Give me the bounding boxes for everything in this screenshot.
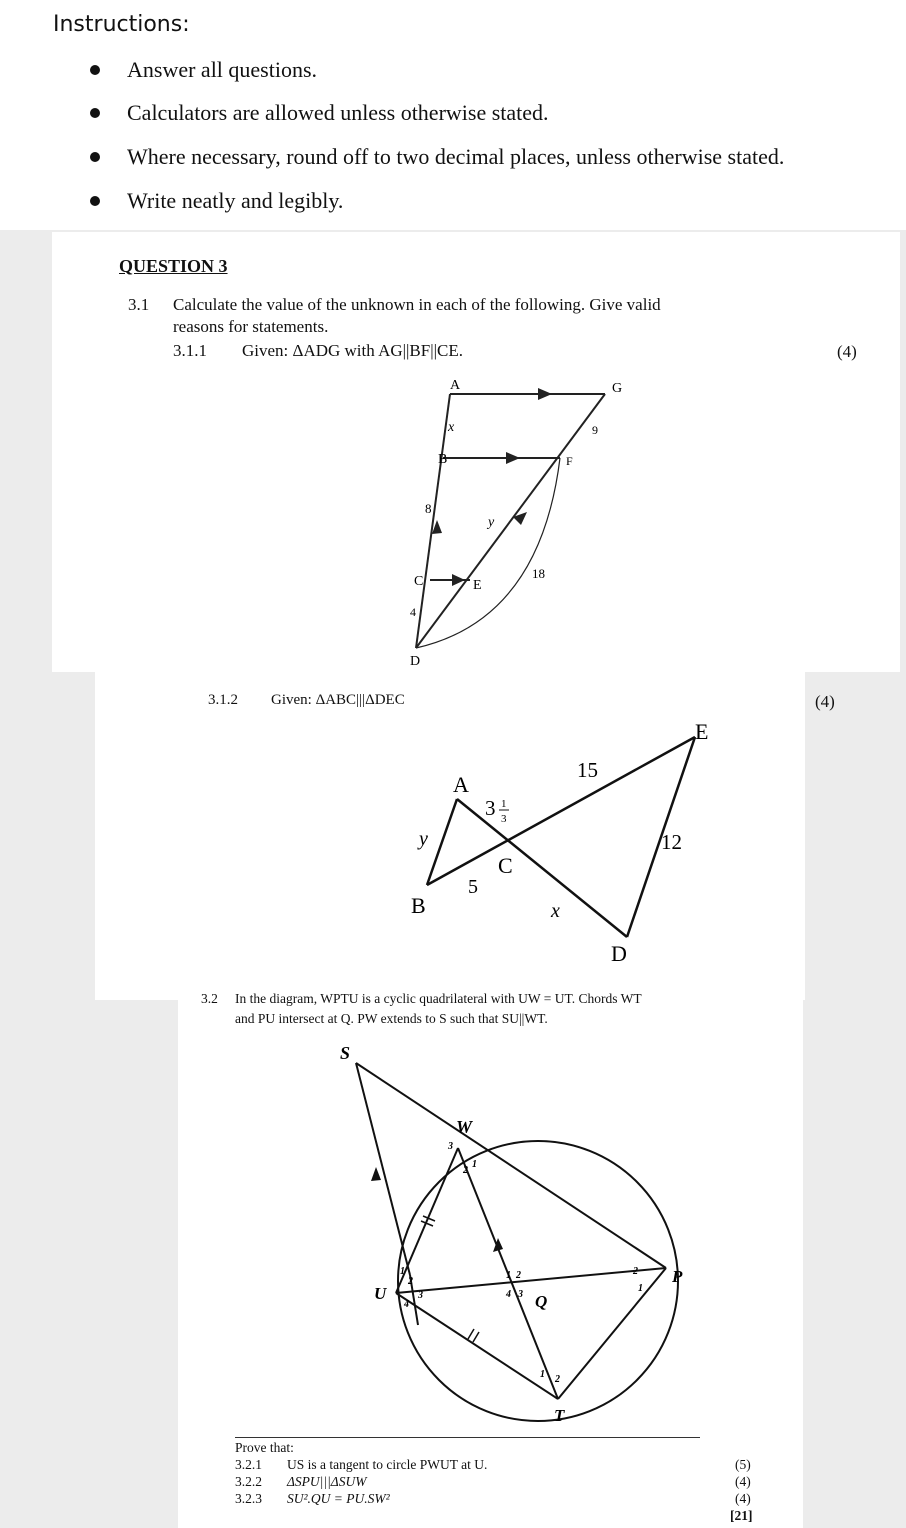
angle-q1: 1 (506, 1270, 511, 1281)
label-15: 15 (577, 758, 598, 782)
prove-item-number: 3.2.1 (235, 1457, 262, 1472)
instruction-item: Write neatly and legibly. (90, 188, 343, 214)
prove-item-number: 3.2.2 (235, 1474, 262, 1489)
tick-ut-2 (473, 1332, 479, 1342)
instruction-item: Answer all questions. (90, 57, 317, 83)
q31-number: 3.1 (128, 295, 150, 314)
parallel-arrow-su (371, 1167, 381, 1181)
bullet-icon (90, 108, 100, 118)
angle-q2: 2 (516, 1270, 521, 1281)
line-pt (558, 1268, 666, 1399)
divider (235, 1437, 700, 1438)
label-p: P (672, 1267, 683, 1286)
q312-number: 3.1.2 (208, 692, 238, 708)
label-d: D (611, 941, 627, 966)
label-y: y (488, 515, 495, 530)
label-w: W (456, 1117, 473, 1137)
prove-item-text: US is a tangent to circle PWUT at U. (287, 1457, 488, 1472)
bullet-icon (90, 152, 100, 162)
label-g: G (612, 381, 623, 396)
question-title: QUESTION 3 (119, 256, 228, 276)
label-q: Q (535, 1292, 548, 1311)
prove-item-number: 3.2.3 (235, 1491, 262, 1506)
label-x: x (448, 420, 455, 435)
total-marks: [21] (730, 1508, 753, 1523)
bullet-icon (90, 65, 100, 75)
line-ut (396, 1293, 558, 1399)
q311-marks: (4) (837, 342, 857, 361)
label-9: 9 (592, 423, 598, 437)
angle-u2: 2 (408, 1276, 413, 1287)
q32-text-line1: In the diagram, WPTU is a cyclic quadrilateral with UW = UT. Chords WT (235, 991, 642, 1006)
q311-number: 3.1.1 (173, 341, 207, 360)
angle-p1: 1 (638, 1283, 643, 1294)
tick-ut-1 (468, 1329, 474, 1339)
cyclic-quadrilateral-diagram (320, 1035, 710, 1430)
line-wu (396, 1148, 458, 1293)
angle-u1: 1 (400, 1266, 405, 1277)
angle-u4: 4 (404, 1299, 409, 1310)
label-f: F (566, 454, 573, 468)
prove-item-marks: (4) (735, 1474, 751, 1489)
q32-number: 3.2 (201, 991, 218, 1006)
triangle-adg-diagram (380, 370, 660, 680)
line-be (427, 737, 695, 885)
q312-marks: (4) (815, 692, 835, 711)
label-s: S (340, 1043, 351, 1063)
bullet-icon (90, 196, 100, 206)
label-b: B (411, 893, 426, 918)
label-third-num: 1 (501, 798, 507, 810)
label-third-den: 3 (501, 813, 507, 825)
q311-given: Given: ΔADG with AG||BF||CE. (242, 341, 463, 360)
prove-item-marks: (4) (735, 1491, 751, 1506)
label-18: 18 (532, 566, 545, 581)
q31-text-line1: Calculate the value of the unknown in each of the following. Give valid (173, 295, 661, 314)
label-b: B (438, 452, 448, 467)
label-a: A (450, 378, 461, 393)
label-c: C (414, 574, 424, 589)
label-third-whole: 3 (485, 796, 496, 820)
instruction-item: Where necessary, round off to two decimal places, unless otherwise stated. (90, 144, 784, 170)
angle-w3: 3 (448, 1141, 453, 1152)
angle-t2: 2 (555, 1374, 560, 1385)
parallel-arrow-ag (538, 388, 552, 400)
line-up (396, 1268, 666, 1293)
prove-item-marks: (5) (735, 1457, 751, 1472)
angle-p2: 2 (633, 1266, 638, 1277)
angle-t1: 1 (540, 1369, 545, 1380)
angle-w1: 1 (472, 1159, 477, 1170)
label-x: x (551, 900, 560, 922)
angle-u3: 3 (418, 1290, 423, 1301)
prove-item-text: SU².QU = PU.SW² (287, 1491, 390, 1506)
prove-item-text: ΔSPU|||ΔSUW (287, 1474, 367, 1489)
label-c: C (498, 853, 513, 878)
label-a: A (453, 772, 469, 797)
instructions-title: Instructions: (53, 12, 190, 37)
label-8: 8 (425, 501, 432, 516)
label-t: T (554, 1406, 565, 1425)
label-4: 4 (410, 605, 416, 619)
label-e: E (473, 578, 482, 593)
q31-text-line2: reasons for statements. (173, 317, 329, 336)
prove-heading: Prove that: (235, 1440, 294, 1455)
q32-text-line2: and PU intersect at Q. PW extends to S such that SU||WT. (235, 1011, 548, 1026)
angle-w2: 2 (463, 1165, 468, 1176)
label-d: D (410, 654, 421, 669)
angle-q3: 3 (518, 1289, 523, 1300)
angle-q4: 4 (506, 1289, 511, 1300)
line-da (457, 799, 627, 937)
instruction-item: Calculators are allowed unless otherwise stated. (90, 100, 549, 126)
label-e: E (695, 719, 709, 744)
label-5: 5 (468, 876, 478, 898)
line-su (356, 1063, 410, 1275)
line-sp (356, 1063, 666, 1268)
label-12: 12 (661, 830, 682, 854)
label-u: U (374, 1284, 387, 1303)
label-y: y (419, 828, 428, 850)
q312-given: Given: ΔABC|||ΔDEC (271, 692, 405, 708)
similar-triangles-diagram (395, 715, 735, 975)
parallel-arrow-bf (506, 452, 520, 464)
